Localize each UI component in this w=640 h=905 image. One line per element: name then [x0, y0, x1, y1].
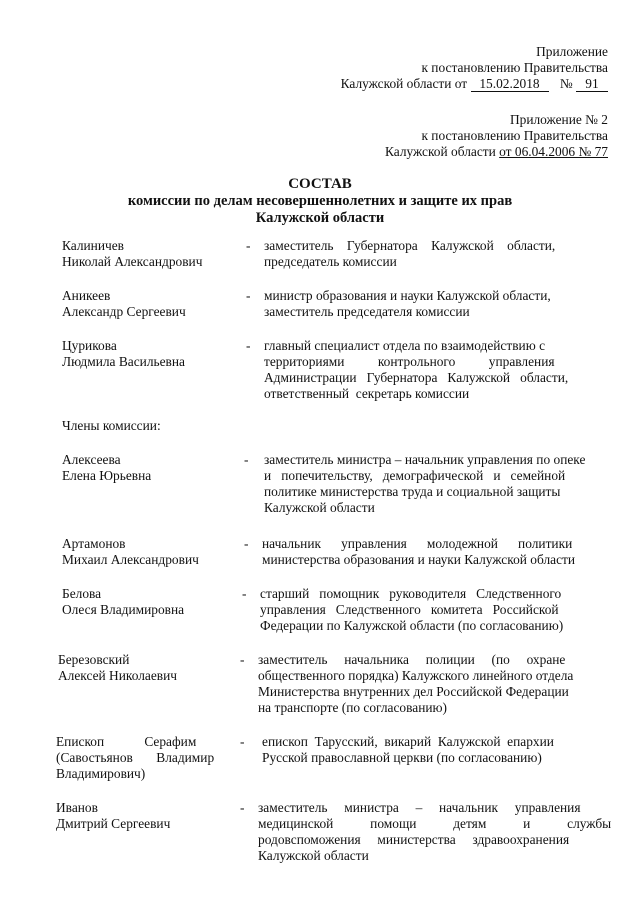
appendix-header [248, 44, 608, 92]
member-given-names: Николай Александрович [62, 254, 203, 269]
member-role: заместитель начальника полиции (по охране общественного порядка) Калужского линейного отдела Министерства внутренних дел Российской Федерации на транспорте (по согласованию) [258, 652, 574, 715]
member-role: заместитель министра – начальник управления медицинской помощи детям и службы родовспоможения министерства здравоохранения Калужской области [258, 800, 612, 863]
member-patronymic: Владимирович) [56, 766, 146, 781]
appendix2-line2: к постановлению Правительства [421, 128, 608, 143]
member-given-names: Михаил Александрович [62, 552, 199, 567]
dash: - [246, 338, 251, 353]
member-given-names: (Савостьянов Владимир [56, 750, 215, 765]
member-role: заместитель министра – начальник управления по опеке и попечительству, демографической и семейной политике министерства труда и социальной защиты Калужской области [264, 452, 586, 515]
member-role: министр образования и науки Калужской области, заместитель председателя комиссии [264, 288, 551, 319]
appendix2-line3: Калужской области от 06.04.2006 № 77 [385, 144, 608, 159]
title-line2: комиссии по делам несовершеннолетних и защите их прав [127, 193, 513, 209]
member-given-names: Людмила Васильевна [62, 354, 185, 369]
member-given-names: Елена Юрьевна [62, 468, 152, 483]
dash: - [240, 734, 245, 749]
dash: - [246, 238, 251, 253]
appendix2-ref: от 06.04.2006 № 77 [499, 144, 608, 159]
member-surname: Цурикова [62, 338, 117, 353]
member-role: заместитель Губернатора Калужской области, председатель комиссии [264, 238, 556, 269]
member-surname: Березовский [58, 652, 130, 667]
member-given-names: Александр Сергеевич [62, 304, 186, 319]
member-surname: Алексеева [62, 452, 121, 467]
appendix-line3: Калужской области от 15.02.2018 № 91 [248, 76, 608, 92]
member-surname: Аникеев [62, 288, 111, 303]
member-surname: Калиничев [62, 238, 124, 253]
member-role: старший помощник руководителя Следственного управления Следственного комитета Российской Федерации по Калужской области (по согласованию) [260, 586, 564, 633]
dash: - [240, 800, 245, 815]
appendix2-title: Приложение № 2 [509, 112, 608, 127]
title-line3: Калужской области [255, 210, 385, 226]
member-given-names: Олеся Владимировна [62, 602, 185, 617]
dash: - [242, 586, 247, 601]
appendix-date: 15.02.2018 [471, 77, 549, 92]
member-given-names: Алексей Николаевич [58, 668, 178, 683]
dash: - [246, 288, 251, 303]
member-surname: Иванов [56, 800, 98, 815]
members-label: Члены комиссии: [62, 418, 161, 433]
appendix-line2: к постановлению Правительства [421, 60, 608, 75]
appendix-title: Приложение [536, 44, 608, 59]
document-title [0, 176, 640, 227]
dash: - [244, 536, 249, 551]
title-main: СОСТАВ [288, 176, 352, 192]
member-surname: Артамонов [62, 536, 126, 551]
appendix2-header [248, 112, 608, 160]
appendix-number: 91 [576, 77, 608, 92]
member-role: начальник управления молодежной политики министерства образования и науки Калужской области [262, 536, 576, 567]
member-surname: Епископ Серафим [56, 734, 197, 749]
member-role: главный специалист отдела по взаимодействию с территориями контрольного управления Администрации Губернатора Калужской области, ответственный секретарь комиссии [264, 338, 569, 401]
dash: - [240, 652, 245, 667]
member-role: епископ Тарусский, викарий Калужской епархии Русской православной церкви (по согласованию) [262, 734, 554, 765]
dash: - [244, 452, 249, 467]
member-surname: Белова [62, 586, 102, 601]
member-given-names: Дмитрий Сергеевич [56, 816, 171, 831]
